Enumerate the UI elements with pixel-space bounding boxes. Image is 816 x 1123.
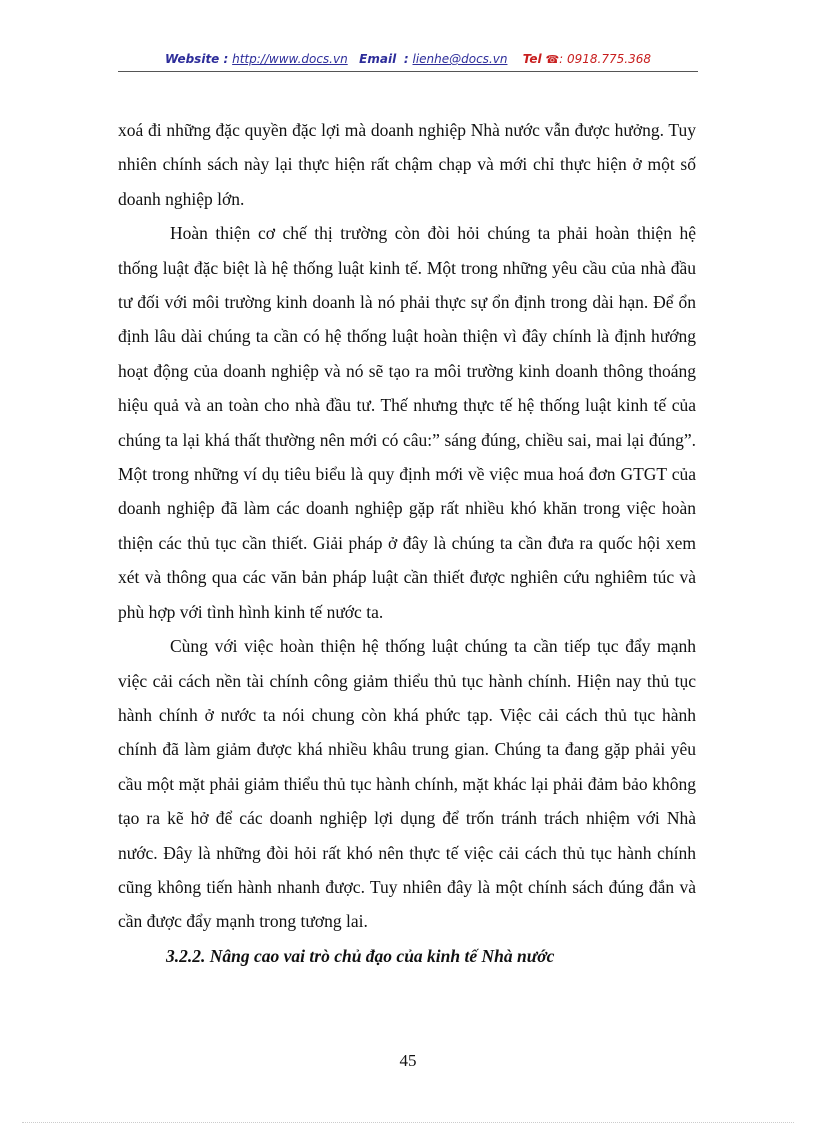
page-header (118, 52, 698, 66)
paragraph: xoá đi những đặc quyền đặc lợi mà doanh nghiệp Nhà nước vẫn được hưởng. Tuy nhiên chính sách này lại thực hiện rất chậm chạp và mới chỉ thực hiện ở một số doanh nghiệp lớn. (118, 120, 696, 209)
email-label: Email (359, 52, 397, 66)
phone-icon: ☎ (545, 53, 560, 66)
website-label: Website : (164, 52, 229, 66)
phone-number: : 0918.775.368 (559, 52, 651, 66)
paragraph: Cùng với việc hoàn thiện hệ thống luật chúng ta cần tiếp tục đẩy mạnh việc cải cách nền tài chính công giảm thiểu thủ tục hành chính. Hiện nay thủ tục hành chính ở nước ta nói chung còn khá phức tạp. Việc cải cách thủ tục hành chính đã làm giảm được khá nhiều khâu trung gian. Chúng ta đang gặp phải yêu cầu một mặt phải giảm thiểu thủ tục hành chính, mặt khác lại phải đảm bảo không tạo ra kẽ hở để các doanh nghiệp lợi dụng để trốn tránh trách nhiệm với Nhà nước. Đây là những đòi hỏi rất khó nên thực tế việc cải cách thủ tục hành chính cũng không tiến hành nhanh được. Tuy nhiên đây là một chính sách đúng đắn và cần được đẩy mạnh trong tương lai. (118, 636, 696, 932)
document-body (118, 113, 696, 973)
section-heading: 3.2.2. Nâng cao vai trò chủ đạo của kinh tế Nhà nước (166, 945, 555, 966)
email-link[interactable]: lienhe@docs.vn (412, 52, 508, 66)
tel-label: Tel (522, 52, 542, 66)
website-link[interactable]: http://www.docs.vn (232, 52, 348, 66)
email-separator: : (403, 52, 409, 66)
header-divider (118, 71, 698, 72)
page-number: 45 (399, 1051, 417, 1070)
paragraph: Hoàn thiện cơ chế thị trường còn đòi hỏi chúng ta phải hoàn thiện hệ thống luật đặc biệt là hệ thống luật kinh tế. Một trong những yêu cầu của nhà đầu tư đối với môi trường kinh doanh là nó phải thực sự ổn định trong dài hạn. Để ổn định lâu dài chúng ta cần có hệ thống luật hoàn thiện vì đây chính là định hướng hoạt động của doanh nghiệp và nó sẽ tạo ra môi trường kinh doanh thông thoáng hiệu quả và an toàn cho nhà đầu tư. Thế nhưng thực tế hệ thống luật kinh tế của chúng ta lại khá thất thường nên mới có câu:” sáng đúng, chiều sai, mai lại đúng”. Một trong những ví dụ tiêu biểu là quy định mới về việc mua hoá đơn GTGT của doanh nghiệp đã làm các doanh nghiệp gặp rất nhiều khó khăn trong việc hoàn thiện các thủ tục cần thiết. Giải pháp ở đây là chúng ta cần đưa ra quốc hội xem xét và thông qua các văn bản pháp luật cần thiết được nghiên cứu nghiêm túc và phù hợp với tình hình kinh tế nước ta. (118, 223, 696, 622)
